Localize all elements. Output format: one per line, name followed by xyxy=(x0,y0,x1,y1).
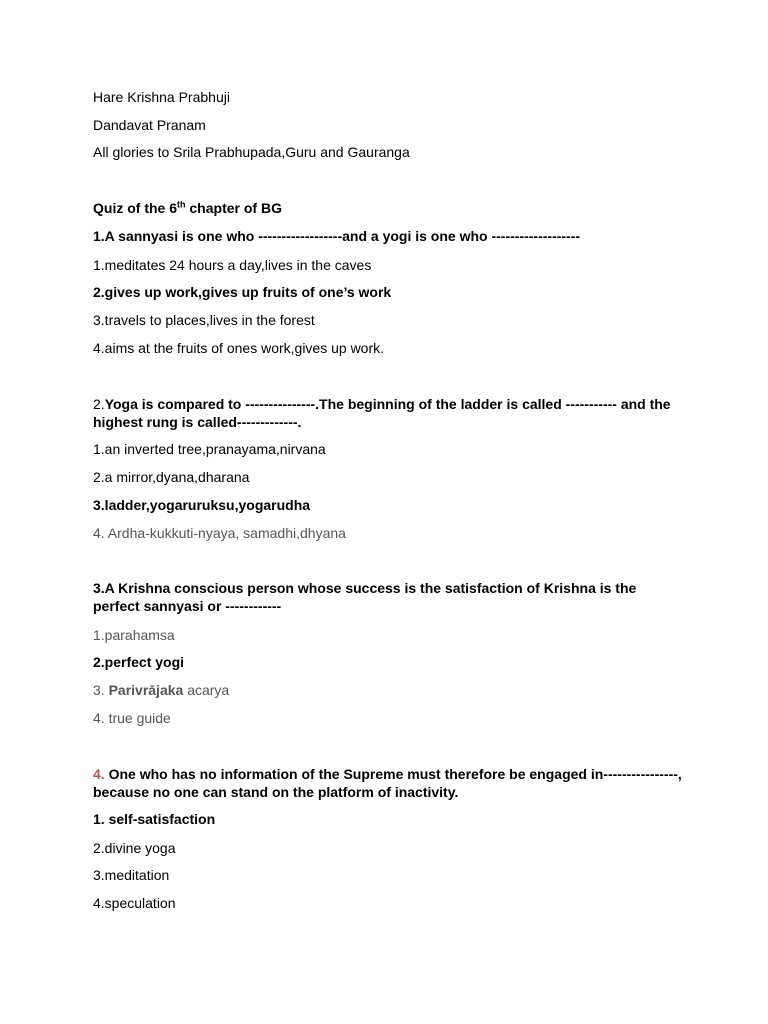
question-4-number: 4. xyxy=(93,766,105,782)
quiz-title-suffix: chapter of BG xyxy=(185,200,282,216)
quiz-title xyxy=(93,199,282,217)
q3-option-3 xyxy=(93,681,229,699)
quiz-title-prefix: Quiz of the 6 xyxy=(93,200,177,216)
q1-option-1: 1.meditates 24 hours a day,lives in the caves xyxy=(93,257,372,273)
q1-option-3: 3.travels to places,lives in the forest xyxy=(93,312,315,328)
q4-option-3: 3.meditation xyxy=(93,867,170,883)
q3-option-3-bold: Parivrājaka xyxy=(108,682,184,698)
q3-option-3-number: 3. xyxy=(93,682,109,698)
question-3: 3.A Krishna conscious person whose success is the satisfaction of Krishna is the perfect sannyasi or ------------ xyxy=(93,580,637,614)
q4-option-1: 1. self-satisfaction xyxy=(93,811,216,827)
glories-line: All glories to Srila Prabhupada,Guru and Gauranga xyxy=(93,144,410,160)
q3-option-4: 4. true guide xyxy=(93,710,171,726)
q3-option-1: 1.parahamsa xyxy=(93,627,175,643)
salutation-line: Dandavat Pranam xyxy=(93,117,206,133)
q1-option-4: 4.aims at the fruits of ones work,gives up work. xyxy=(93,340,385,356)
question-2-text: Yoga is compared to ---------------.The beginning of the ladder is called ----------- and the highest rung is called-------------. xyxy=(93,396,671,430)
quiz-title-sup: th xyxy=(177,199,186,210)
q3-option-2: 2.perfect yogi xyxy=(93,654,185,670)
question-4-text: One who has no information of the Supreme must therefore be engaged in----------------, because no one can stand on the platform of inactivity. xyxy=(93,766,682,800)
greeting-line: Hare Krishna Prabhuji xyxy=(93,89,230,105)
question-2 xyxy=(93,395,683,431)
q4-option-4: 4.speculation xyxy=(93,895,176,911)
question-2-number: 2. xyxy=(93,396,105,412)
question-1: 1.A sannyasi is one who ------------------and a yogi is one who ------------------- xyxy=(93,228,581,244)
q2-option-2: 2.a mirror,dyana,dharana xyxy=(93,469,250,485)
q2-option-1: 1.an inverted tree,pranayama,nirvana xyxy=(93,441,326,457)
q2-option-3: 3.ladder,yogaruruksu,yogarudha xyxy=(93,497,311,513)
q1-option-2: 2.gives up work,gives up fruits of one’s work xyxy=(93,284,392,300)
q2-option-4: 4. Ardha-kukkuti-nyaya, samadhi,dhyana xyxy=(93,525,346,541)
q3-option-3-rest: acarya xyxy=(183,682,230,698)
q4-option-2: 2.divine yoga xyxy=(93,840,176,856)
question-4 xyxy=(93,765,683,801)
